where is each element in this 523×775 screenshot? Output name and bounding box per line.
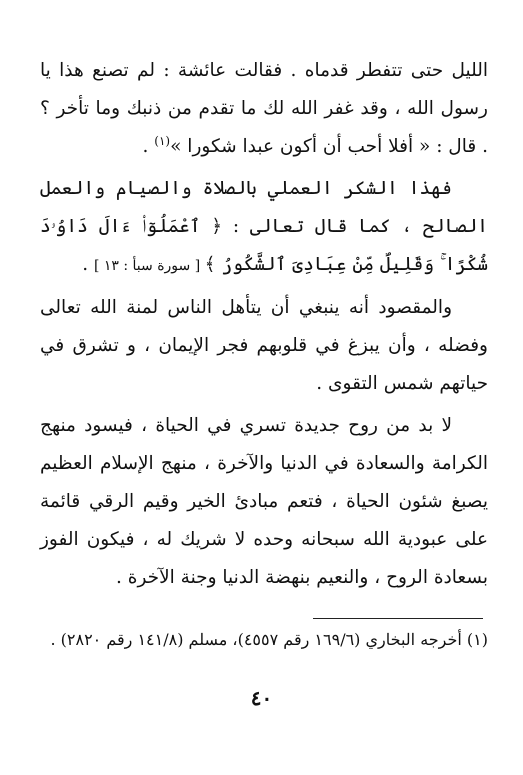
paragraph-2-end: .: [82, 254, 94, 275]
page-number: ٤٠: [250, 686, 273, 710]
paragraph-2: [40, 170, 488, 285]
footnote-marker: (١): [154, 133, 171, 148]
footnote: (١) أخرجه البخاري (١٦٩/٦ رقم ٤٥٥٧)، مسلم (١٤١/٨ رقم ٢٨٢٠) .: [50, 630, 488, 649]
paragraph-1: [40, 52, 488, 166]
quran-verse: ﴿ ٱعْمَلُوٓا۟ ءَالَ دَاوُۥدَ شُكْرًا ۚ وَقَلِيلٌ مِّنْ عِبَادِىَ ٱلشَّكُورُ ﴾: [40, 216, 488, 275]
paragraph-4: لا بد من روح جديدة تسري في الحياة ، فيسود منهج الكرامة والسعادة في الدنيا والآخرة ، منهج الإسلام العظيم يصبغ شئون الحياة ، فتعم مبادئ الخير وقيم الرقي قائمة على عبودية الله سبحانه وحده لا شريك له ، فيكون الفوز بسعادة الروح ، والنعيم بنهضة الدنيا وجنة الآخرة .: [40, 415, 488, 588]
paragraph-2-intro: فهذا الشكر العملي بالصلاة والصيام والعمل الصالح ، كما قال تعالى :: [40, 178, 489, 237]
footnote-divider: [313, 618, 483, 619]
paragraph-1-text: الليل حتى تتفطر قدماه . فقالت عائشة : لم تصنع هذا يا رسول الله ، وقد غفر الله لك ما تقدم من ذنبك وما تأخر ؟ . قال : « أفلا أحب أن أكون عبدا شكورا »: [40, 60, 488, 157]
paragraph-1-end: .: [142, 136, 155, 157]
page-body: [40, 52, 488, 597]
surah-reference: [ سورة سبأ : ١٣ ]: [93, 258, 205, 274]
paragraph-3: والمقصود أنه ينبغي أن يتأهل الناس لمنة الله تعالى وفضله ، وأن يبزغ في قلوبهم فجر الإيمان ، و تشرق في حياتهم شمس التقوى .: [40, 297, 488, 394]
